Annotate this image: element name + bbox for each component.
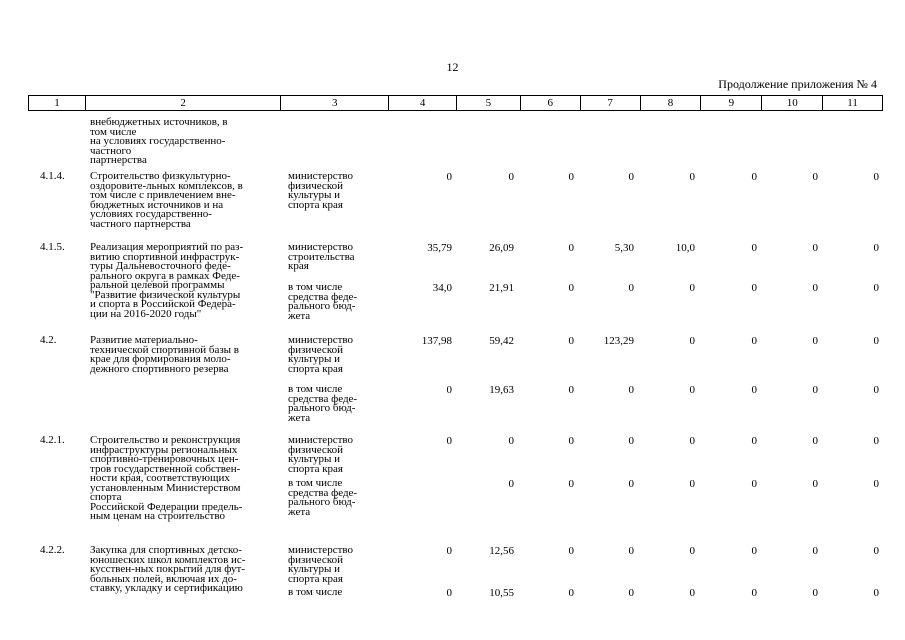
value-cell: 0 (689, 545, 695, 557)
value-cell: 0 (812, 282, 818, 294)
value-cell: 0 (873, 545, 879, 557)
executor-line: спорта края (288, 462, 343, 475)
row-code: 4.1.5. (40, 241, 65, 253)
row-name-line: частного партнерства (90, 217, 191, 230)
value-cell: 0 (568, 335, 574, 347)
row-name-line: тров государственной собствен- (90, 462, 241, 475)
value-cell: 0 (689, 435, 695, 447)
executor-line: спорта края (288, 198, 343, 211)
value-cell: 0 (568, 242, 574, 254)
row-code: 4.2.1. (40, 434, 65, 446)
row-name-line: кусствен-ных покрытий для фут- (90, 563, 246, 575)
row-name-line: Закупка для спортивных детско- (90, 544, 242, 556)
executor-line: в том числе (288, 586, 343, 598)
value-cell: 0 (689, 335, 695, 347)
value-cell: 0 (568, 435, 574, 447)
value-cell: 5,30 (614, 242, 634, 254)
row-name-line: спорта (90, 491, 122, 503)
row-name-line: ности края, соответствующих (90, 472, 230, 484)
row-name-line: туры Дальневосточного феде- (90, 260, 231, 272)
value-cell: 0 (689, 478, 695, 490)
executor-line: средства феде- (288, 392, 358, 405)
value-cell: 0 (628, 171, 634, 183)
row-name-line: оздоровите-льных комплексов, в (90, 179, 243, 192)
row-name-line: бюджетных источников и на (90, 198, 224, 211)
value-cell: 0 (751, 384, 757, 396)
row-name-line: установленным Министерством (90, 481, 241, 494)
row-name-line: Развитие материально- (90, 334, 198, 346)
value-cell: 0 (812, 335, 818, 347)
value-cell: 0 (751, 171, 757, 183)
continued-text-line: партнерства (90, 154, 147, 166)
header-cell: 4 (389, 96, 457, 110)
row-name-line: "Развитие физической культуры (90, 288, 241, 301)
row-name-line: Российской Федерации предель- (90, 500, 243, 513)
value-cell: 0 (873, 171, 879, 183)
value-cell: 21,91 (489, 282, 514, 294)
value-cell: 0 (873, 478, 879, 490)
value-cell: 0 (873, 242, 879, 254)
row-name-line: условиях государственно- (90, 208, 212, 220)
executor-line: спорта края (288, 572, 343, 585)
row-name-line: ции на 2016-2020 годы" (90, 307, 202, 320)
page-number: 12 (446, 60, 459, 74)
value-cell: 10,0 (675, 242, 695, 254)
value-cell: 0 (812, 384, 818, 396)
row-code: 4.2.2. (40, 544, 65, 556)
value-cell: 0 (446, 171, 452, 183)
value-cell: 0 (812, 587, 818, 599)
value-cell: 26,09 (489, 242, 514, 254)
executor-line: средства феде- (288, 290, 358, 303)
executor-line: жета (288, 411, 311, 424)
row-name-line: ставку, укладку и сертификацию (90, 582, 243, 594)
executor-line: края (288, 260, 309, 272)
executor-line: средства феде- (288, 486, 358, 499)
value-cell: 12,56 (489, 545, 514, 557)
value-cell: 0 (812, 545, 818, 557)
value-cell: 137,98 (421, 335, 452, 347)
row-name-line: ральной целевой программы (90, 279, 225, 291)
executor-line: министерство (288, 170, 354, 182)
row-name-line: том числе с привлечением вне- (90, 189, 236, 201)
executor-line: физической (288, 443, 343, 456)
row-code: 4.2. (40, 334, 57, 346)
value-cell: 34,0 (432, 282, 452, 294)
value-cell: 59,42 (489, 335, 514, 347)
executor-line: в том числе (288, 383, 343, 395)
value-cell: 0 (568, 478, 574, 490)
executor-line: министерство (288, 241, 354, 253)
value-cell: 0 (628, 282, 634, 294)
header-cell: 10 (762, 96, 823, 110)
header-cell: 11 (847, 97, 858, 109)
value-cell: 0 (568, 545, 574, 557)
value-cell: 0 (446, 435, 452, 447)
value-cell: 0 (628, 384, 634, 396)
value-cell: 0 (689, 171, 695, 183)
executor-line: министерство (288, 434, 354, 446)
executor-line: рального бюд- (288, 300, 356, 312)
row-name-line: спортивно-тренировочных цен- (90, 453, 239, 465)
executor-line: жета (288, 309, 311, 322)
executor-line: в том числе (288, 477, 343, 489)
table-header (28, 95, 883, 111)
value-cell: 0 (812, 242, 818, 254)
executor-line: физической (288, 179, 343, 192)
value-cell: 0 (689, 587, 695, 599)
executor-line: жета (288, 505, 311, 518)
value-cell: 0 (873, 335, 879, 347)
executor-line: министерство (288, 544, 354, 556)
value-cell: 0 (751, 587, 757, 599)
header-cell: 1 (29, 96, 86, 110)
value-cell: 0 (751, 242, 757, 254)
row-name-line: больных полей, включая их до- (90, 572, 237, 585)
value-cell: 0 (446, 545, 452, 557)
executor-line: рального бюд- (288, 496, 356, 508)
value-cell: 0 (812, 478, 818, 490)
value-cell: 0 (628, 478, 634, 490)
row-name-line: ным ценам на строительство (90, 510, 225, 522)
value-cell: 0 (873, 587, 879, 599)
value-cell: 0 (873, 384, 879, 396)
value-cell: 0 (873, 435, 879, 447)
executor-line: культуры и (288, 353, 340, 365)
executor-line: строительства (288, 250, 355, 263)
row-name-line: дежного спортивного резерва (90, 362, 229, 375)
value-cell: 0 (689, 282, 695, 294)
header-cell: 9 (701, 96, 762, 110)
header-cell: 7 (581, 96, 641, 110)
value-cell: 0 (446, 384, 452, 396)
header-cell: 8 (641, 96, 702, 110)
value-cell: 0 (812, 435, 818, 447)
row-name-line: рального округа в рамках Феде- (90, 269, 240, 282)
executor-line: культуры и (288, 189, 340, 201)
executor-line: министерство (288, 334, 354, 346)
row-name-line: и спорта в Российской Федера- (90, 298, 236, 310)
value-cell: 0 (751, 435, 757, 447)
value-cell: 0 (689, 384, 695, 396)
value-cell: 0 (873, 282, 879, 294)
value-cell: 0 (628, 587, 634, 599)
value-cell: 0 (628, 435, 634, 447)
executor-line: в том числе (288, 281, 343, 293)
row-name-line: Строительство и реконструкция (90, 434, 241, 446)
header-cell: 6 (521, 96, 581, 110)
row-name-line: инфраструктуры региональных (90, 443, 238, 456)
value-cell: 0 (508, 478, 514, 490)
executor-line: физической (288, 343, 343, 356)
value-cell: 0 (751, 478, 757, 490)
value-cell: 0 (751, 335, 757, 347)
value-cell: 0 (568, 384, 574, 396)
continued-text-line: на условиях государственно- (90, 135, 226, 147)
value-cell: 19,63 (489, 384, 514, 396)
row-name-line: Реализация мероприятий по раз- (90, 241, 244, 253)
value-cell: 0 (568, 171, 574, 183)
value-cell: 0 (628, 545, 634, 557)
value-cell: 0 (568, 282, 574, 294)
value-cell: 123,29 (603, 335, 634, 347)
value-cell: 0 (751, 282, 757, 294)
header-cell: 2 (86, 96, 282, 110)
row-name-line: Строительство физкультурно- (90, 170, 231, 182)
row-name-line: крае для формирования моло- (90, 353, 231, 365)
executor-line: рального бюд- (288, 402, 356, 414)
header-cell: 3 (281, 96, 389, 110)
value-cell: 0 (508, 171, 514, 183)
continued-text-line: том числе (90, 125, 137, 138)
value-cell: 0 (568, 587, 574, 599)
row-code: 4.1.4. (40, 170, 65, 182)
value-cell: 0 (446, 587, 452, 599)
row-name-line: витию спортивной инфраструк- (90, 250, 240, 263)
continued-text-line: внебюджетных источников, в (90, 116, 228, 128)
value-cell: 35,79 (427, 242, 452, 254)
value-cell: 10,55 (489, 587, 514, 599)
continued-text-line: частного (90, 144, 132, 157)
row-name-line: юношеских школ комплектов ис- (90, 553, 246, 566)
header-cell: 5 (457, 96, 521, 110)
continuation-label: Продолжение приложения № 4 (718, 77, 877, 91)
executor-line: физической (288, 553, 343, 566)
executor-line: культуры и (288, 563, 340, 575)
executor-line: спорта края (288, 362, 343, 375)
row-name-line: технической спортивной базы в (90, 343, 240, 356)
value-cell: 0 (508, 435, 514, 447)
value-cell: 0 (751, 545, 757, 557)
value-cell: 0 (812, 171, 818, 183)
executor-line: культуры и (288, 453, 340, 465)
